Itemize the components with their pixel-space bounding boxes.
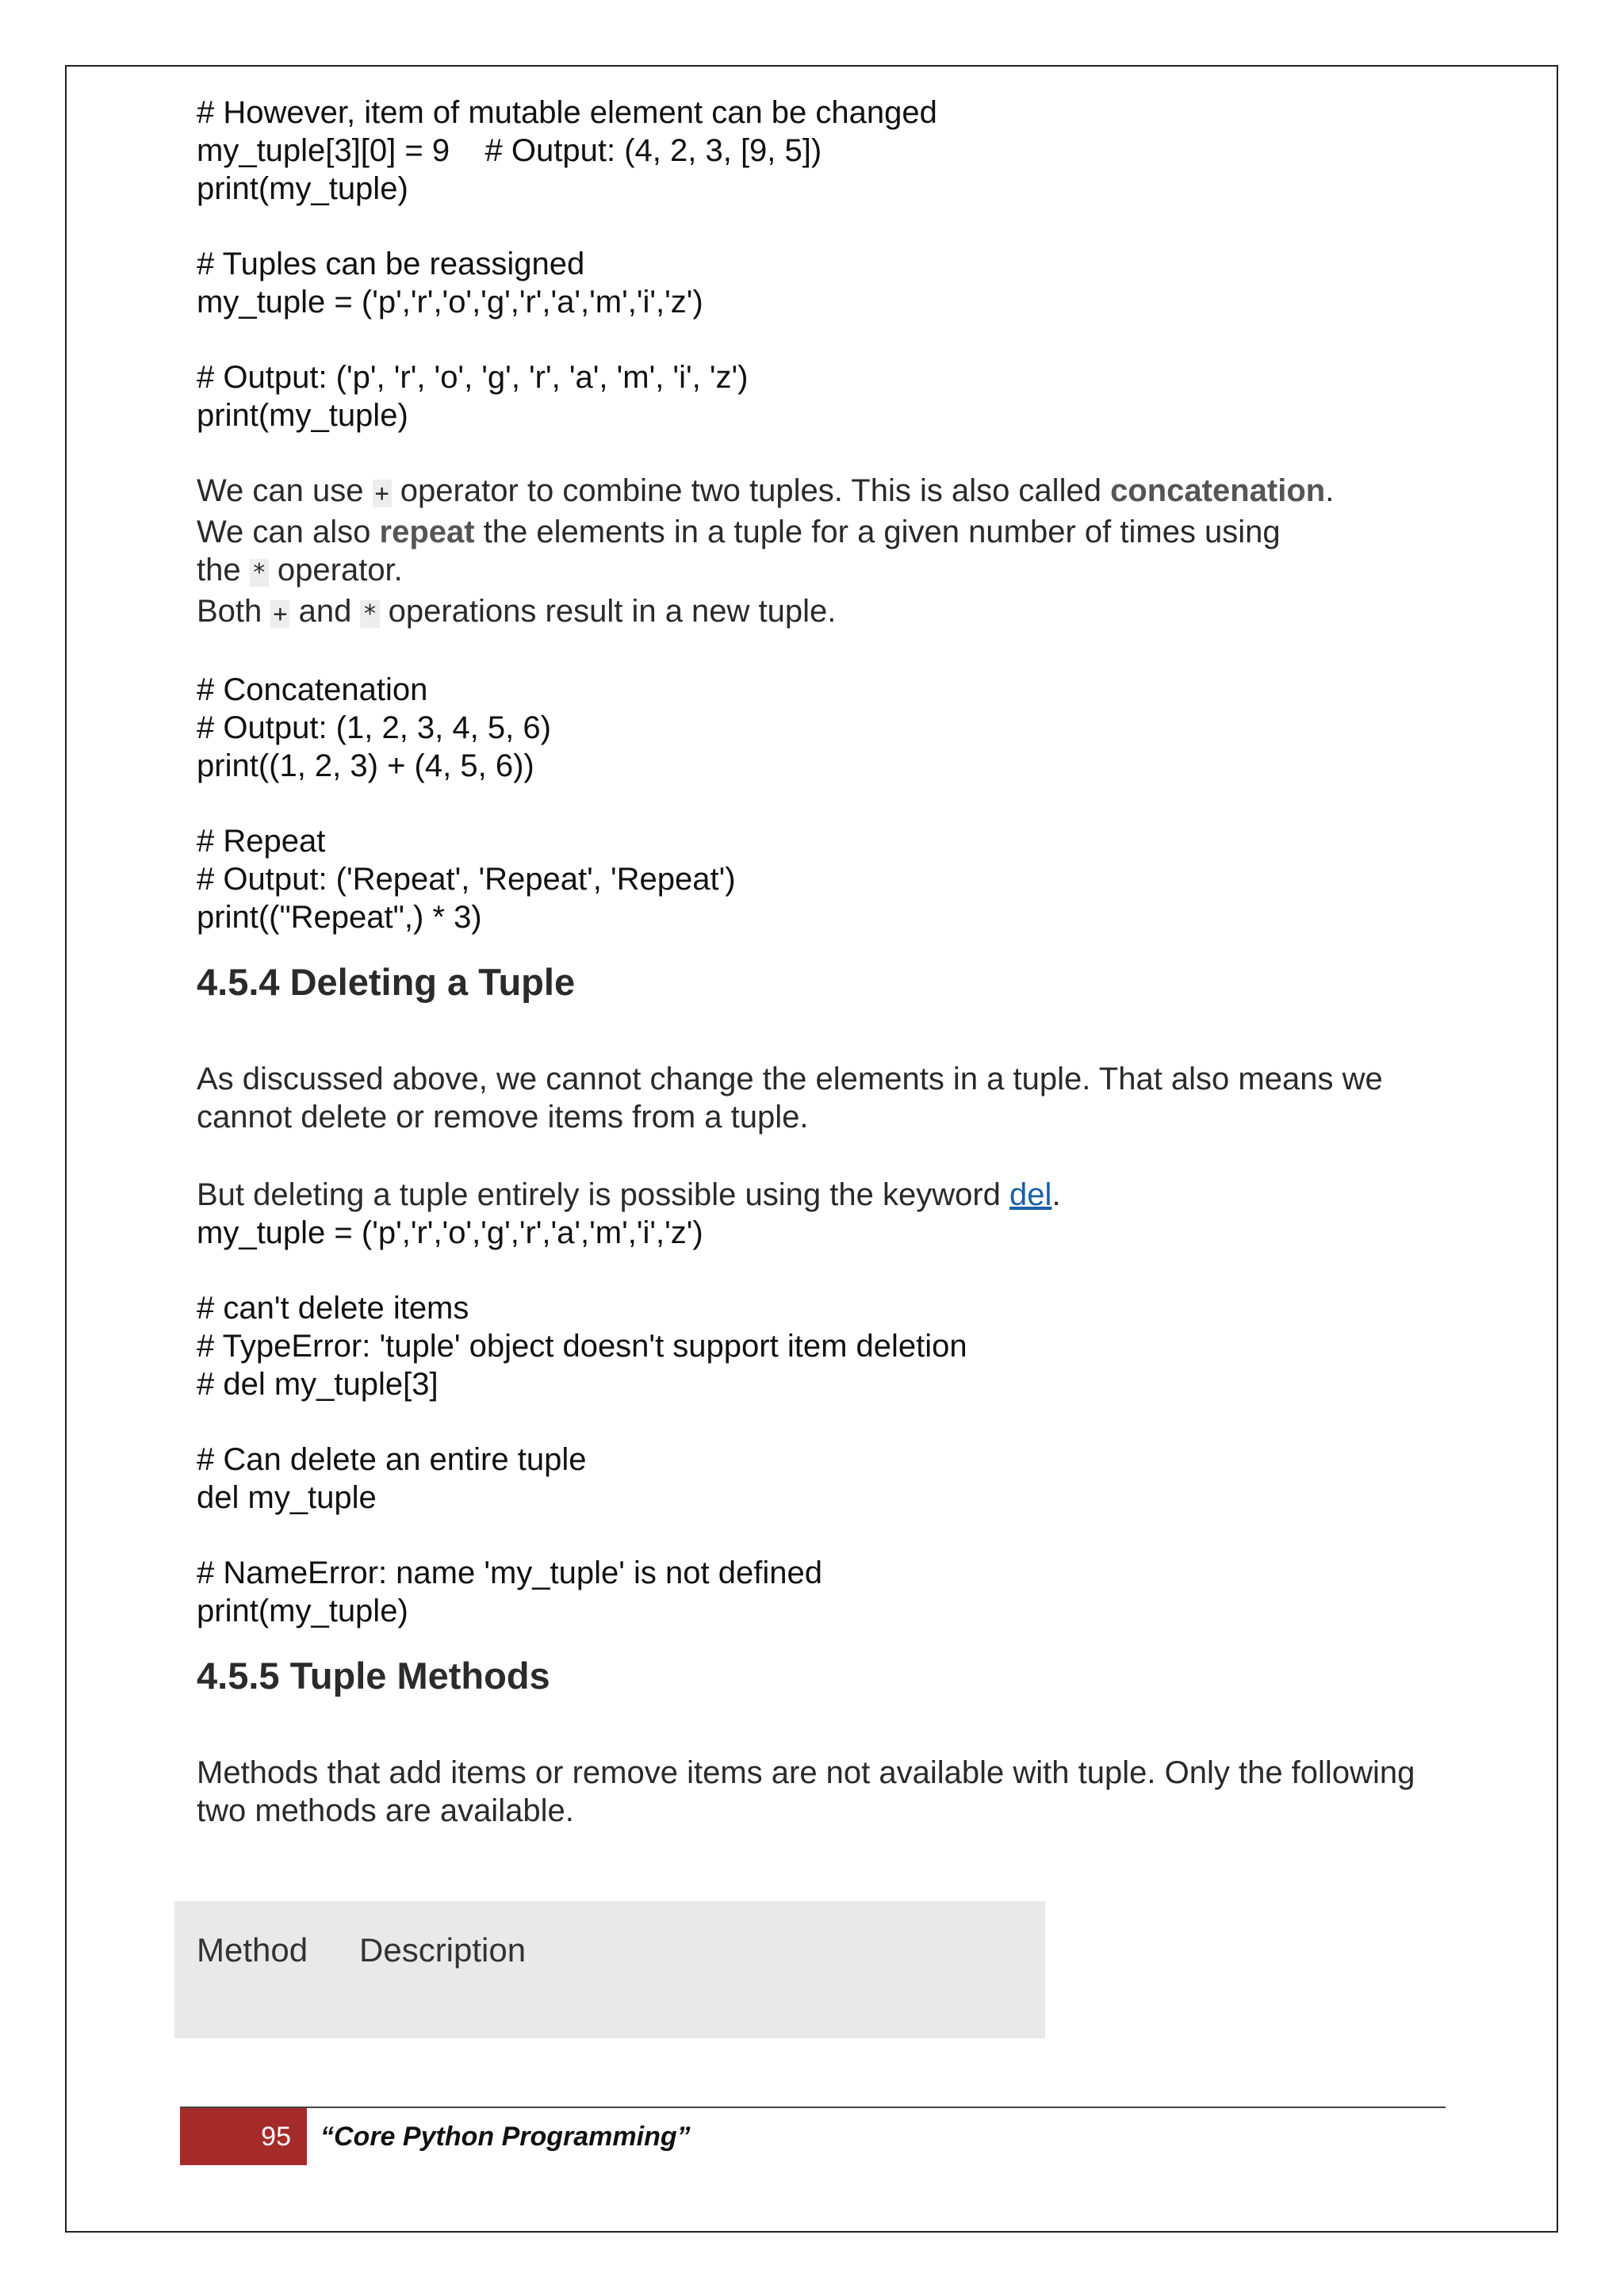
text-line bbox=[197, 592, 1450, 633]
inline-code: + bbox=[373, 480, 392, 507]
bold-term: concatenation bbox=[1110, 473, 1326, 508]
code-line: # can't delete items bbox=[197, 1291, 469, 1326]
text-line bbox=[197, 551, 1450, 592]
code-line: # Tuples can be reassigned bbox=[197, 247, 585, 281]
code-line: # Repeat bbox=[197, 824, 326, 859]
code-block bbox=[197, 1554, 1450, 1630]
text: Methods that add items or remove items are not available with tuple. Only the following two methods are available. bbox=[197, 1755, 1415, 1828]
column-header-description: Description bbox=[359, 1931, 527, 1969]
paragraph bbox=[197, 1060, 1450, 1136]
text: operator to combine two tuples. This is also called bbox=[391, 473, 1111, 508]
code-line: print((1, 2, 3) + (4, 5, 6)) bbox=[197, 748, 534, 783]
code-line: my_tuple[3][0] = 9 # Output: (4, 2, 3, [9, 5]) bbox=[197, 133, 822, 168]
page-number: 95 bbox=[180, 2108, 307, 2165]
code-block bbox=[197, 1289, 1450, 1403]
text: Both bbox=[197, 594, 271, 629]
text: operations result in a new tuple. bbox=[379, 594, 837, 629]
code-line: print(("Repeat",) * 3) bbox=[197, 900, 482, 935]
section-heading: 4.5.4 Deleting a Tuple bbox=[197, 961, 576, 1003]
book-title: “Core Python Programming” bbox=[320, 2122, 691, 2152]
text-line bbox=[197, 1176, 1450, 1214]
code-line: my_tuple = ('p','r','o','g','r','a','m','i','z') bbox=[197, 285, 703, 320]
inline-code: + bbox=[270, 600, 289, 628]
code-line: # Output: ('Repeat', 'Repeat', 'Repeat') bbox=[197, 862, 736, 897]
text: We can also bbox=[197, 515, 380, 549]
code-line: print(my_tuple) bbox=[197, 1594, 408, 1628]
code-line: # Output: ('p', 'r', 'o', 'g', 'r', 'a', 'm', 'i', 'z') bbox=[197, 360, 749, 395]
code-block bbox=[197, 1441, 1450, 1517]
text: As discussed above, we cannot change the elements in a tuple. That also means we cannot delete or remove items from a tuple. bbox=[197, 1062, 1383, 1135]
text: operator. bbox=[268, 553, 403, 587]
page-content bbox=[197, 94, 1450, 1867]
code-line: my_tuple = ('p','r','o','g','r','a','m','i','z') bbox=[197, 1215, 703, 1250]
code-block bbox=[197, 671, 1450, 785]
code-line: # Output: (1, 2, 3, 4, 5, 6) bbox=[197, 710, 551, 745]
bold-term: repeat bbox=[379, 515, 475, 549]
text: and bbox=[289, 594, 361, 629]
paragraph-operators bbox=[197, 472, 1450, 633]
code-block bbox=[197, 822, 1450, 936]
text-line bbox=[197, 472, 1450, 513]
code-line: del my_tuple bbox=[197, 1480, 377, 1515]
inline-code: * bbox=[360, 600, 379, 628]
code-line: # del my_tuple[3] bbox=[197, 1367, 439, 1402]
code-line: # Concatenation bbox=[197, 672, 428, 707]
code-line: # However, item of mutable element can be changed bbox=[197, 95, 937, 130]
code-block bbox=[197, 358, 1450, 434]
del-link[interactable]: del bbox=[1009, 1177, 1052, 1212]
text: the bbox=[197, 553, 250, 587]
text: the elements in a tuple for a given number of times using bbox=[474, 515, 1281, 549]
code-line: # TypeError: 'tuple' object doesn't support item deletion bbox=[197, 1329, 967, 1364]
paragraph bbox=[197, 1754, 1450, 1830]
inline-code: * bbox=[250, 559, 269, 587]
text: We can use bbox=[197, 473, 373, 508]
text: . bbox=[1051, 1177, 1061, 1212]
text-line bbox=[197, 513, 1450, 551]
text: But deleting a tuple entirely is possible using the keyword bbox=[197, 1177, 1010, 1212]
code-line: print(my_tuple) bbox=[197, 398, 408, 433]
column-header-method: Method bbox=[197, 1931, 308, 1969]
code-block bbox=[197, 245, 1450, 321]
code-block bbox=[197, 94, 1450, 208]
code-line: print(my_tuple) bbox=[197, 171, 408, 206]
methods-table-header bbox=[174, 1901, 1045, 2038]
section-heading: 4.5.5 Tuple Methods bbox=[197, 1655, 550, 1697]
text: . bbox=[1325, 473, 1335, 508]
code-line: # Can delete an entire tuple bbox=[197, 1442, 587, 1477]
code-line: # NameError: name 'my_tuple' is not defined bbox=[197, 1556, 822, 1590]
code-block bbox=[197, 1176, 1450, 1252]
